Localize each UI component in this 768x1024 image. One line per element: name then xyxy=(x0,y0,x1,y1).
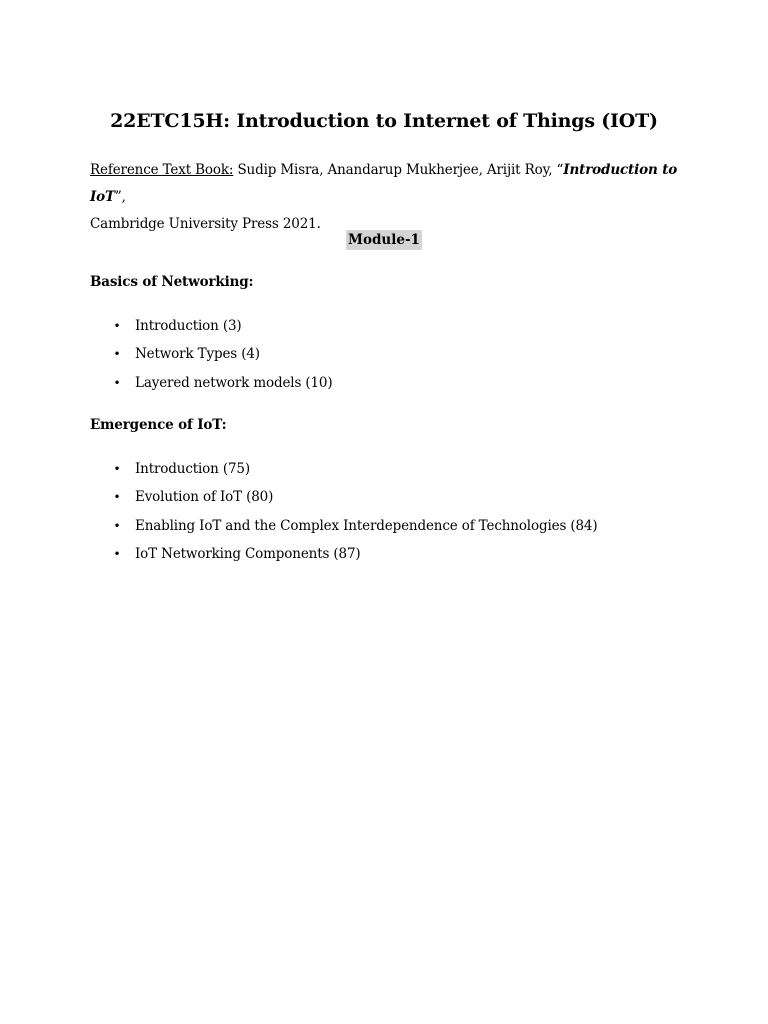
section-heading-emergence-of-iot: Emergence of IoT: xyxy=(90,417,227,433)
bullet-icon: • xyxy=(113,546,121,561)
list-item xyxy=(112,544,597,572)
reference-text-book xyxy=(90,157,690,238)
list-item xyxy=(112,344,332,372)
list-item xyxy=(112,487,597,515)
bullet-list-emergence-of-iot xyxy=(112,459,597,572)
reference-book-title: Introduction to IoT xyxy=(90,162,678,205)
module-heading: Module-1 xyxy=(348,232,420,248)
list-item-text: Evolution of IoT (80) xyxy=(135,489,274,506)
reference-publisher: Cambridge University Press 2021. xyxy=(90,216,321,232)
list-item xyxy=(112,373,332,401)
page-title: 22ETC15H: Introduction to Internet of Things (IOT) xyxy=(110,110,658,132)
reference-authors: Sudip Misra, Anandarup Mukherjee, Arijit Roy, “ xyxy=(233,162,564,178)
bullet-icon: • xyxy=(113,518,121,533)
list-item xyxy=(112,459,597,487)
list-item xyxy=(112,516,597,544)
section-heading-basics-of-networking: Basics of Networking: xyxy=(90,274,254,290)
list-item-text: Enabling IoT and the Complex Interdependence of Technologies (84) xyxy=(135,517,598,534)
bullet-icon: • xyxy=(113,462,121,476)
list-item-text: Network Types (4) xyxy=(135,346,260,363)
reference-label: Reference Text Book: xyxy=(90,162,234,178)
list-item-text: Introduction (75) xyxy=(135,461,250,477)
bullet-list-basics-of-networking xyxy=(112,316,332,401)
bullet-icon: • xyxy=(113,375,121,390)
list-item-text: IoT Networking Components (87) xyxy=(135,545,361,562)
list-item-text: Layered network models (10) xyxy=(135,374,333,391)
bullet-icon: • xyxy=(113,490,121,505)
list-item-text: Introduction (3) xyxy=(135,318,242,334)
list-item xyxy=(112,316,332,344)
bullet-icon: • xyxy=(113,347,121,362)
reference-after-title: ”, xyxy=(114,189,126,205)
module-heading-wrap xyxy=(0,229,768,250)
bullet-icon: • xyxy=(113,319,121,333)
